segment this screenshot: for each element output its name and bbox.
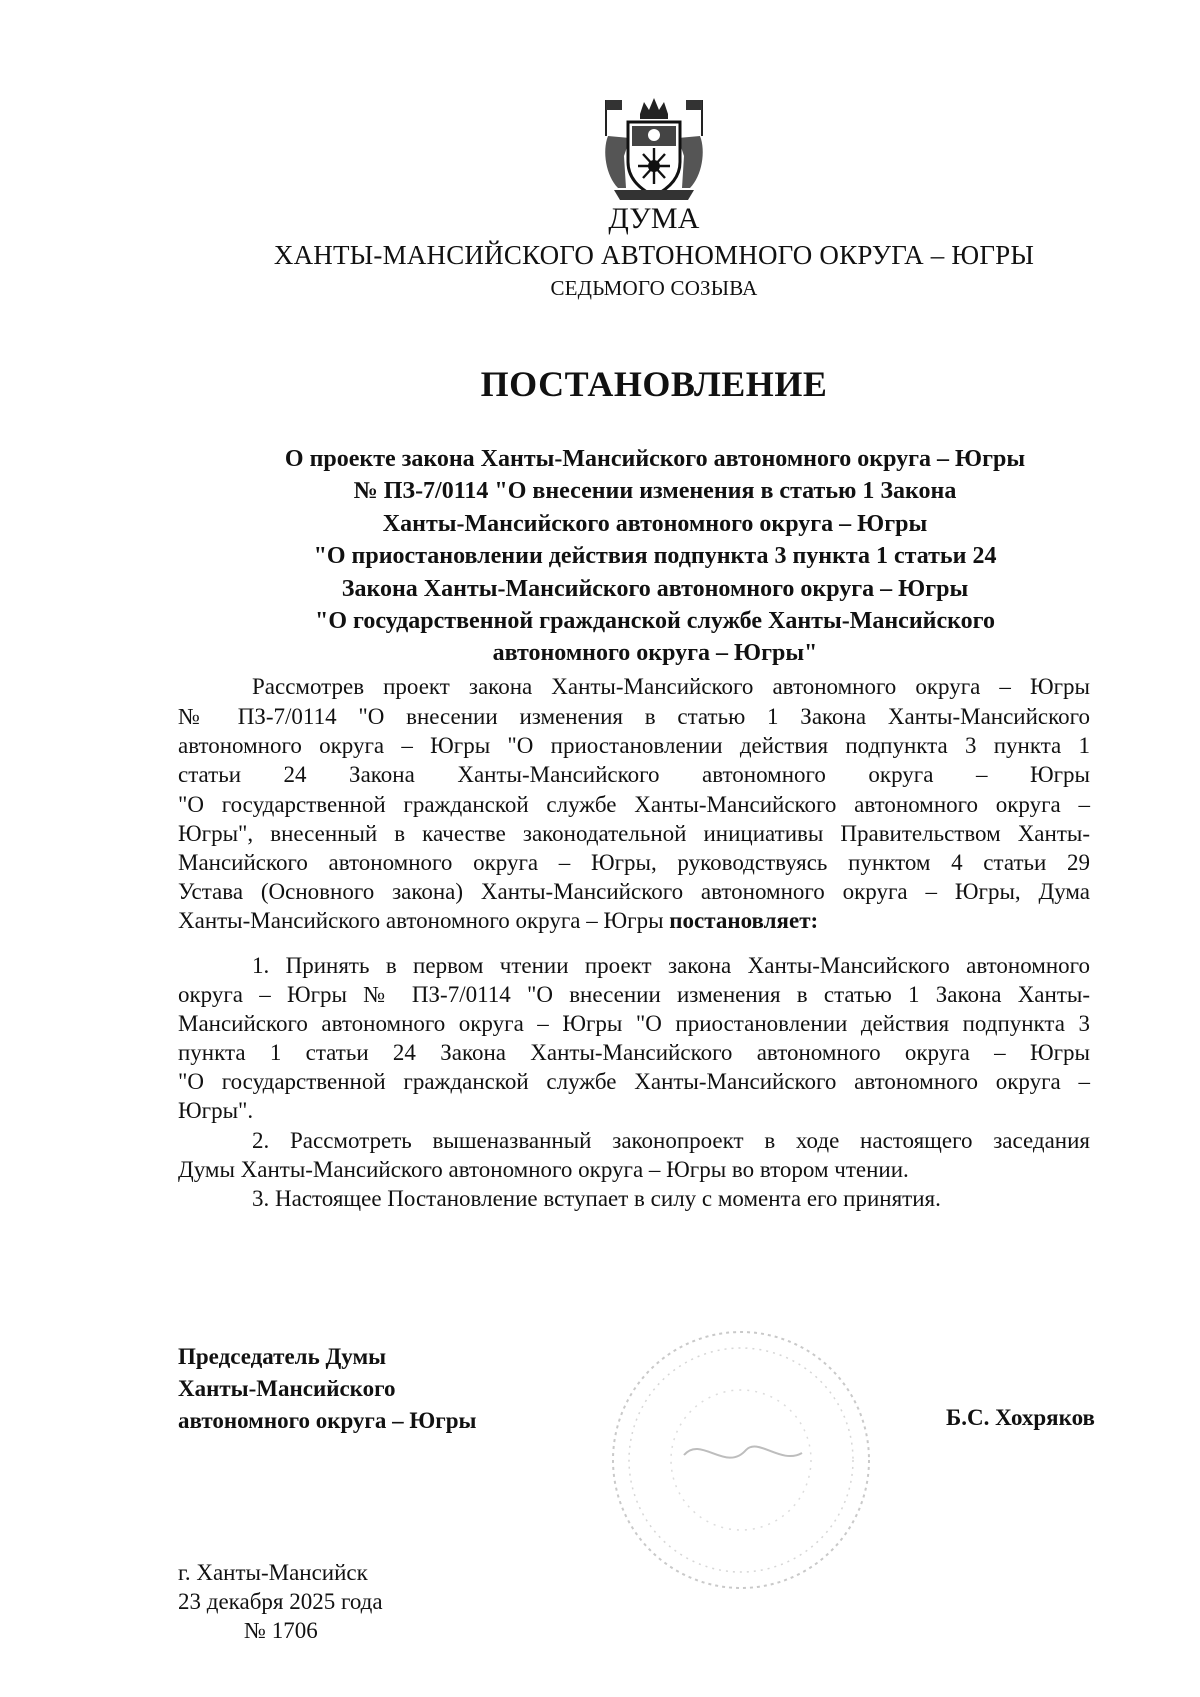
subject-line: О проекте закона Ханты-Мансийского автономного округа – Югры [284,446,1026,472]
preamble-last-line [178,906,1090,936]
preamble-line: № ПЗ-7/0114 "О внесении изменения в статью 1 Закона Ханты-Мансийского [178,704,1090,729]
item1-line: округа – Югры № ПЗ-7/0114 "О внесении изменения в статью 1 Закона Ханты- [178,982,1090,1007]
preamble-line: Устава (Основного закона) Ханты-Мансийского автономного округа – Югры, Дума [178,879,1090,904]
preamble-line: Югры", внесенный в качестве законодательной инициативы Правительством Ханты- [178,821,1090,846]
org-title: ДУМА [608,202,700,235]
item1-line: 1. Принять в первом чтении проект закона Ханты-Мансийского автономного [252,953,1090,978]
official-seal-icon [606,1325,876,1595]
signatory-title-line: Ханты-Мансийского [178,1376,396,1401]
preamble-line: "О государственной гражданской службе Ханты-Мансийского автономного округа – [178,792,1090,817]
subject-line: № ПЗ-7/0114 "О внесении изменения в статью 1 Закона [353,478,957,505]
preamble-line: автономного округа – Югры "О приостановлении действия подпункта 3 пункта 1 [178,733,1090,758]
coat-of-arms-icon [600,96,708,206]
document-type: ПОСТАНОВЛЕНИЕ [480,364,828,404]
document-number: № 1706 [244,1618,318,1643]
item3-line: 3. Настоящее Постановление вступает в силу с момента его принятия. [252,1186,941,1211]
subject-line: "О государственной гражданской службе Ханты-Мансийского [315,608,995,635]
org-convocation: СЕДЬМОГО СОЗЫВА [550,276,758,300]
preamble-line: статьи 24 Закона Ханты-Мансийского автономного округа – Югры [178,762,1090,787]
subject-line: Закона Ханты-Мансийского автономного округа – Югры [341,575,969,602]
signatory-title-line: Председатель Думы [178,1344,387,1369]
org-region: ХАНТЫ-МАНСИЙСКОГО АВТОНОМНОГО ОКРУГА – ЮГРЫ [273,240,1035,270]
document-footer [178,1558,383,1645]
subject-line: "О приостановлении действия подпункта 3 пункта 1 статьи 24 [313,543,997,570]
document-subject [218,443,1092,670]
item2-line: Думы Ханты-Мансийского автономного округа – Югры во втором чтении. [178,1157,909,1182]
item1-line: "О государственной гражданской службе Ханты-Мансийского автономного округа – [178,1069,1090,1094]
place-of-issue: г. Ханты-Мансийск [178,1560,368,1585]
subject-line: Ханты-Мансийского автономного округа – Югры [382,510,928,537]
signatory-title [178,1341,476,1437]
subject-line: автономного округа – Югры" [492,640,818,667]
item2-line: 2. Рассмотреть вышеназванный законопроект в ходе настоящего заседания [252,1128,1090,1153]
item1-line: Югры". [178,1098,254,1123]
preamble-line: Рассмотрев проект закона Ханты-Мансийского автономного округа – Югры [252,674,1090,699]
item1-line: Мансийского автономного округа – Югры "О приостановлении действия подпункта 3 [178,1011,1090,1036]
signatory-title-line: автономного округа – Югры [178,1408,477,1433]
resolution-verb: постановляет: [669,908,819,933]
preamble-line: Ханты-Мансийского автономного округа – Югры [178,908,664,933]
issue-date: 23 декабря 2025 года [178,1589,383,1614]
preamble-line: Мансийского автономного округа – Югры, руководствуясь пунктом 4 статьи 29 [178,850,1090,875]
signatory-name: Б.С. Хохряков [946,1405,1095,1430]
item1-line: пункта 1 статьи 24 Закона Ханты-Мансийского автономного округа – Югры [178,1040,1090,1065]
